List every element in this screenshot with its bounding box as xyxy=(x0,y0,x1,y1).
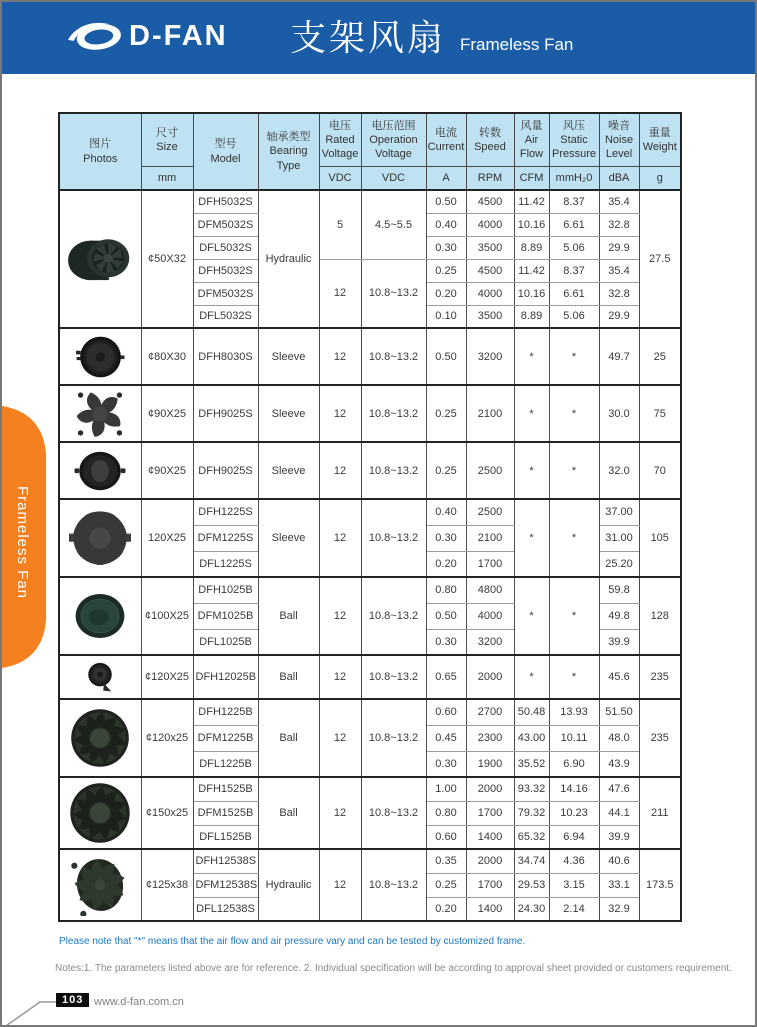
cell-weight: 128 xyxy=(639,577,681,655)
fan-photo-cell xyxy=(59,577,141,655)
cell-speed: 2700 xyxy=(466,699,514,725)
cell-current: 0.10 xyxy=(426,305,466,328)
cell-speed: 3200 xyxy=(466,328,514,385)
cell-bearing: Hydraulic xyxy=(258,849,319,921)
cell-noise: 44.1 xyxy=(599,801,639,825)
cell-air-flow: * xyxy=(514,655,549,699)
cell-model: DFL1225S xyxy=(193,551,258,577)
cell-speed: 4000 xyxy=(466,282,514,305)
col-unit-4: VDC xyxy=(319,167,361,191)
cell-bearing: Hydraulic xyxy=(258,190,319,328)
cell-model: DFM5032S xyxy=(193,282,258,305)
cell-current: 0.30 xyxy=(426,236,466,259)
cell-static-pressure: 6.61 xyxy=(549,213,599,236)
cell-air-flow: 8.89 xyxy=(514,236,549,259)
header-bar xyxy=(2,2,755,74)
cell-current: 1.00 xyxy=(426,777,466,801)
cell-current: 0.60 xyxy=(426,699,466,725)
col-header-10: 噪音 Noise Level xyxy=(599,113,639,167)
cell-bearing: Ball xyxy=(258,577,319,655)
cell-speed: 4500 xyxy=(466,190,514,213)
table-row xyxy=(59,577,681,603)
cell-current: 0.45 xyxy=(426,725,466,751)
cell-noise: 25.20 xyxy=(599,551,639,577)
cell-operation-voltage: 10.8~13.2 xyxy=(361,385,426,442)
fan-photo-cell xyxy=(59,849,141,921)
cell-static-pressure: 5.06 xyxy=(549,305,599,328)
cell-rated-voltage: 12 xyxy=(319,777,361,849)
cell-model: DFH1225S xyxy=(193,499,258,525)
cell-bearing: Sleeve xyxy=(258,328,319,385)
cell-noise: 45.6 xyxy=(599,655,639,699)
cell-operation-voltage: 4.5~5.5 xyxy=(361,190,426,259)
cell-operation-voltage: 10.8~13.2 xyxy=(361,777,426,849)
cell-weight: 235 xyxy=(639,655,681,699)
cell-model: DFM1225B xyxy=(193,725,258,751)
cell-air-flow: 34.74 xyxy=(514,849,549,873)
cell-static-pressure: 8.37 xyxy=(549,190,599,213)
cell-static-pressure: 10.11 xyxy=(549,725,599,751)
cell-static-pressure: 6.61 xyxy=(549,282,599,305)
cell-model: DFH1525B xyxy=(193,777,258,801)
cell-speed: 4000 xyxy=(466,213,514,236)
cell-size: ¢120x25 xyxy=(141,699,193,777)
cell-noise: 35.4 xyxy=(599,190,639,213)
spec-table xyxy=(58,112,682,922)
cell-air-flow: 43.00 xyxy=(514,725,549,751)
cell-speed: 4000 xyxy=(466,603,514,629)
cell-model: DFL5032S xyxy=(193,305,258,328)
fan-photo-cell xyxy=(59,777,141,849)
cell-current: 0.30 xyxy=(426,751,466,777)
cell-air-flow: 11.42 xyxy=(514,190,549,213)
cell-operation-voltage: 10.8~13.2 xyxy=(361,328,426,385)
cell-operation-voltage: 10.8~13.2 xyxy=(361,849,426,921)
cell-static-pressure: 5.06 xyxy=(549,236,599,259)
table-row xyxy=(59,499,681,525)
cell-speed: 2100 xyxy=(466,385,514,442)
col-header-0: 图片 Photos xyxy=(59,113,141,190)
cell-noise: 43.9 xyxy=(599,751,639,777)
cell-weight: 70 xyxy=(639,442,681,499)
cell-speed: 3500 xyxy=(466,305,514,328)
cell-size: ¢125x38 xyxy=(141,849,193,921)
cell-model: DFH1225B xyxy=(193,699,258,725)
col-unit-6: A xyxy=(426,167,466,191)
fan-photo-swirl xyxy=(69,854,131,916)
cell-speed: 1400 xyxy=(466,897,514,921)
cell-current: 0.50 xyxy=(426,190,466,213)
brand-swoosh-icon xyxy=(66,16,124,56)
cell-air-flow: 10.16 xyxy=(514,282,549,305)
cell-current: 0.80 xyxy=(426,577,466,603)
cell-speed: 1900 xyxy=(466,751,514,777)
side-tab-label: Frameless Fan xyxy=(14,486,31,600)
cell-model: DFH5032S xyxy=(193,259,258,282)
cell-model: DFM1525B xyxy=(193,801,258,825)
cell-static-pressure: 4.36 xyxy=(549,849,599,873)
cell-static-pressure: 13.93 xyxy=(549,699,599,725)
cell-speed: 2500 xyxy=(466,442,514,499)
col-unit-11: g xyxy=(639,167,681,191)
cell-weight: 235 xyxy=(639,699,681,777)
cell-current: 0.80 xyxy=(426,801,466,825)
cell-size: ¢90X25 xyxy=(141,442,193,499)
cell-air-flow: 93.32 xyxy=(514,777,549,801)
cell-speed: 2300 xyxy=(466,725,514,751)
cell-air-flow: * xyxy=(514,328,549,385)
cell-noise: 51.50 xyxy=(599,699,639,725)
cell-current: 0.60 xyxy=(426,825,466,849)
fan-photo-cell xyxy=(59,385,141,442)
cell-rated-voltage: 12 xyxy=(319,328,361,385)
table-row xyxy=(59,849,681,873)
cell-noise: 49.8 xyxy=(599,603,639,629)
cell-noise: 35.4 xyxy=(599,259,639,282)
cell-current: 0.20 xyxy=(426,897,466,921)
cell-noise: 29.9 xyxy=(599,305,639,328)
cell-speed: 3200 xyxy=(466,629,514,655)
fan-photo-cell xyxy=(59,190,141,328)
fan-photo-cell xyxy=(59,699,141,777)
cell-current: 0.65 xyxy=(426,655,466,699)
cell-noise: 40.6 xyxy=(599,849,639,873)
cell-speed: 4800 xyxy=(466,577,514,603)
cell-noise: 59.8 xyxy=(599,577,639,603)
col-header-9: 风压 Static Pressure xyxy=(549,113,599,167)
fan-photo-star7 xyxy=(69,507,131,569)
cell-weight: 105 xyxy=(639,499,681,577)
cell-noise: 32.9 xyxy=(599,897,639,921)
cell-size: ¢90X25 xyxy=(141,385,193,442)
col-unit-10: dBA xyxy=(599,167,639,191)
fan-photo-bigfan xyxy=(68,706,132,770)
table-row xyxy=(59,190,681,213)
cell-noise: 32.0 xyxy=(599,442,639,499)
cell-current: 0.50 xyxy=(426,328,466,385)
cell-current: 0.20 xyxy=(426,551,466,577)
cell-current: 0.30 xyxy=(426,525,466,551)
cell-weight: 27.5 xyxy=(639,190,681,328)
col-header-7: 转数 Speed xyxy=(466,113,514,167)
cell-model: DFH9025S xyxy=(193,385,258,442)
fan-photo-oval xyxy=(74,445,126,497)
cell-air-flow: * xyxy=(514,499,549,577)
cell-operation-voltage: 10.8~13.2 xyxy=(361,655,426,699)
cell-static-pressure: * xyxy=(549,499,599,577)
cell-noise: 30.0 xyxy=(599,385,639,442)
cell-air-flow: 10.16 xyxy=(514,213,549,236)
cell-static-pressure: 3.15 xyxy=(549,873,599,897)
cell-bearing: Ball xyxy=(258,655,319,699)
brand-name: D-FAN xyxy=(129,19,228,52)
col-header-4: 电压 Rated Voltage xyxy=(319,113,361,167)
table-row xyxy=(59,699,681,725)
table-row xyxy=(59,655,681,699)
col-header-6: 电流 Current xyxy=(426,113,466,167)
fan-photo-impeller xyxy=(66,225,134,293)
cell-size: ¢100X25 xyxy=(141,577,193,655)
cell-model: DFM5032S xyxy=(193,213,258,236)
cell-rated-voltage: 12 xyxy=(319,699,361,777)
cell-current: 0.30 xyxy=(426,629,466,655)
page-number-badge: 103 xyxy=(56,993,89,1007)
cell-bearing: Sleeve xyxy=(258,385,319,442)
col-unit-7: RPM xyxy=(466,167,514,191)
cell-speed: 4500 xyxy=(466,259,514,282)
brand-logo xyxy=(66,16,228,56)
spec-table-wrap xyxy=(58,112,682,922)
cell-operation-voltage: 10.8~13.2 xyxy=(361,259,426,328)
cell-size: ¢50X32 xyxy=(141,190,193,328)
cell-model: DFL1025B xyxy=(193,629,258,655)
fan-photo-small xyxy=(80,657,120,697)
cell-speed: 2000 xyxy=(466,777,514,801)
fan-photo-axial5 xyxy=(73,387,127,441)
cell-current: 0.20 xyxy=(426,282,466,305)
cell-size: 120X25 xyxy=(141,499,193,577)
col-unit-8: CFM xyxy=(514,167,549,191)
cell-static-pressure: 6.90 xyxy=(549,751,599,777)
cell-noise: 39.9 xyxy=(599,629,639,655)
cell-speed: 2500 xyxy=(466,499,514,525)
site-url: www.d-fan.com.cn xyxy=(94,996,184,1008)
cell-speed: 3500 xyxy=(466,236,514,259)
cell-model: DFL1225B xyxy=(193,751,258,777)
cell-noise: 32.8 xyxy=(599,213,639,236)
table-row xyxy=(59,385,681,442)
col-header-5: 电压范围 Operation Voltage xyxy=(361,113,426,167)
cell-model: DFM1225S xyxy=(193,525,258,551)
table-row xyxy=(59,442,681,499)
cell-rated-voltage: 5 xyxy=(319,190,361,259)
cell-bearing: Sleeve xyxy=(258,499,319,577)
cell-air-flow: * xyxy=(514,577,549,655)
cell-air-flow: 79.32 xyxy=(514,801,549,825)
cell-model: DFH8030S xyxy=(193,328,258,385)
side-tab xyxy=(2,404,52,670)
cell-air-flow: 35.52 xyxy=(514,751,549,777)
cell-speed: 2000 xyxy=(466,655,514,699)
cell-noise: 33.1 xyxy=(599,873,639,897)
cell-current: 0.35 xyxy=(426,849,466,873)
cell-noise: 48.0 xyxy=(599,725,639,751)
cell-speed: 1700 xyxy=(466,801,514,825)
fan-photo-bigfan xyxy=(67,780,133,846)
col-unit-1: mm xyxy=(141,167,193,191)
cell-static-pressure: 8.37 xyxy=(549,259,599,282)
cell-static-pressure: * xyxy=(549,577,599,655)
cell-static-pressure: * xyxy=(549,442,599,499)
cell-operation-voltage: 10.8~13.2 xyxy=(361,499,426,577)
col-header-3: 轴承类型 Bearing Type xyxy=(258,113,319,190)
cell-static-pressure: 2.14 xyxy=(549,897,599,921)
cell-speed: 1700 xyxy=(466,873,514,897)
cell-rated-voltage: 12 xyxy=(319,655,361,699)
cell-current: 0.25 xyxy=(426,873,466,897)
cell-operation-voltage: 10.8~13.2 xyxy=(361,442,426,499)
cell-weight: 25 xyxy=(639,328,681,385)
cell-rated-voltage: 12 xyxy=(319,499,361,577)
cell-operation-voltage: 10.8~13.2 xyxy=(361,577,426,655)
cell-static-pressure: 6.94 xyxy=(549,825,599,849)
cell-speed: 2100 xyxy=(466,525,514,551)
page-title-zh: 支架风扇 xyxy=(290,17,447,58)
col-unit-9: mmH₂0 xyxy=(549,167,599,191)
cell-current: 0.40 xyxy=(426,499,466,525)
cell-air-flow: * xyxy=(514,442,549,499)
cell-model: DFH12025B xyxy=(193,655,258,699)
cell-rated-voltage: 12 xyxy=(319,849,361,921)
cell-size: ¢150x25 xyxy=(141,777,193,849)
cell-current: 0.25 xyxy=(426,442,466,499)
cell-model: DFM12538S xyxy=(193,873,258,897)
cell-weight: 173.5 xyxy=(639,849,681,921)
cell-air-flow: 29.53 xyxy=(514,873,549,897)
col-header-1: 尺寸 Size xyxy=(141,113,193,167)
cell-model: DFH1025B xyxy=(193,577,258,603)
cell-model: DFL12538S xyxy=(193,897,258,921)
cell-noise: 32.8 xyxy=(599,282,639,305)
cell-static-pressure: 14.16 xyxy=(549,777,599,801)
cell-model: DFL5032S xyxy=(193,236,258,259)
cell-model: DFH9025S xyxy=(193,442,258,499)
cell-current: 0.40 xyxy=(426,213,466,236)
cell-bearing: Ball xyxy=(258,699,319,777)
cell-noise: 31.00 xyxy=(599,525,639,551)
corner-line xyxy=(2,988,60,1027)
cell-air-flow: 24.30 xyxy=(514,897,549,921)
cell-noise: 29.9 xyxy=(599,236,639,259)
cell-air-flow: 65.32 xyxy=(514,825,549,849)
cell-noise: 37.00 xyxy=(599,499,639,525)
cell-bearing: Sleeve xyxy=(258,442,319,499)
cell-air-flow: 8.89 xyxy=(514,305,549,328)
cell-model: DFM1025B xyxy=(193,603,258,629)
col-header-2: 型号 Model xyxy=(193,113,258,190)
fan-photo-blower xyxy=(74,331,126,383)
cell-rated-voltage: 12 xyxy=(319,442,361,499)
footer-notes: Notes:1. The parameters listed above are for reference. 2. Individual specification will be according to approval sheet provided or customers requirement. xyxy=(55,963,732,974)
cell-model: DFH5032S xyxy=(193,190,258,213)
cell-model: DFH12538S xyxy=(193,849,258,873)
footer-note: Please note that "*" means that the air flow and air pressure vary and can be tested by customized frame. xyxy=(59,936,526,947)
cell-bearing: Ball xyxy=(258,777,319,849)
cell-size: ¢80X30 xyxy=(141,328,193,385)
cell-current: 0.50 xyxy=(426,603,466,629)
fan-photo-cell xyxy=(59,328,141,385)
cell-air-flow: 11.42 xyxy=(514,259,549,282)
cell-speed: 2000 xyxy=(466,849,514,873)
col-header-11: 重量 Weight xyxy=(639,113,681,167)
page-title-en: Frameless Fan xyxy=(460,35,574,54)
table-row xyxy=(59,328,681,385)
fan-photo-cell xyxy=(59,499,141,577)
fan-photo-dome xyxy=(71,587,129,645)
cell-rated-voltage: 12 xyxy=(319,577,361,655)
fan-photo-cell xyxy=(59,655,141,699)
col-header-8: 风量 Air Flow xyxy=(514,113,549,167)
cell-size: ¢120X25 xyxy=(141,655,193,699)
cell-weight: 75 xyxy=(639,385,681,442)
table-row xyxy=(59,777,681,801)
cell-rated-voltage: 12 xyxy=(319,259,361,328)
cell-rated-voltage: 12 xyxy=(319,385,361,442)
cell-noise: 47.6 xyxy=(599,777,639,801)
cell-speed: 1400 xyxy=(466,825,514,849)
cell-current: 0.25 xyxy=(426,259,466,282)
cell-air-flow: 50.48 xyxy=(514,699,549,725)
fan-photo-cell xyxy=(59,442,141,499)
page-title xyxy=(290,8,573,68)
cell-static-pressure: * xyxy=(549,328,599,385)
cell-static-pressure: * xyxy=(549,385,599,442)
cell-noise: 39.9 xyxy=(599,825,639,849)
cell-noise: 49.7 xyxy=(599,328,639,385)
cell-model: DFL1525B xyxy=(193,825,258,849)
cell-operation-voltage: 10.8~13.2 xyxy=(361,699,426,777)
cell-static-pressure: 10.23 xyxy=(549,801,599,825)
cell-static-pressure: * xyxy=(549,655,599,699)
cell-weight: 211 xyxy=(639,777,681,849)
col-unit-5: VDC xyxy=(361,167,426,191)
cell-current: 0.25 xyxy=(426,385,466,442)
cell-speed: 1700 xyxy=(466,551,514,577)
cell-air-flow: * xyxy=(514,385,549,442)
